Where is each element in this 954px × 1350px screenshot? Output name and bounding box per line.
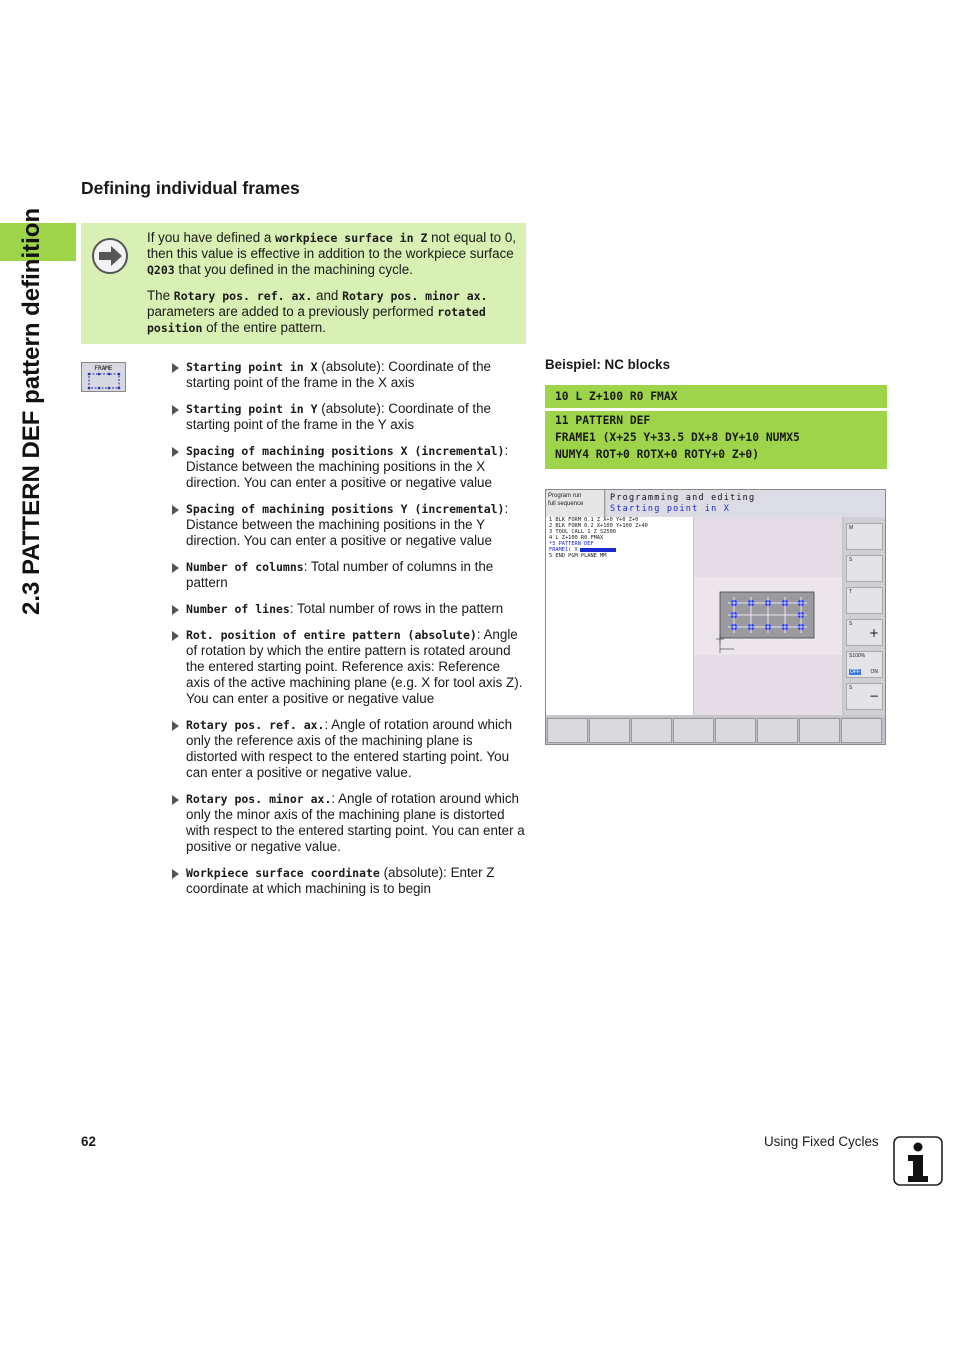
program-listing <box>546 517 693 715</box>
help-graphic <box>694 517 842 715</box>
nc-line: FRAME1 (X+25 Y+33.5 DX+8 DY+10 NUMX5 <box>555 431 800 444</box>
nc-line: NUMY4 ROT+0 ROTX+0 ROTY+0 Z+0) <box>555 448 760 461</box>
program-line: 1 BLK FORM 0.1 Z X+0 Y+0 Z+0 <box>549 517 639 523</box>
softkey-1[interactable] <box>547 718 588 743</box>
softkey-8[interactable] <box>841 718 882 743</box>
section-heading: Defining individual frames <box>81 178 300 198</box>
note-paragraph-1: If you have defined a workpiece surface in Z not equal to 0, then this value is effective in addition to the workpiece surface Q203 that you defined in the machining cycle. <box>147 230 516 277</box>
softkey-override[interactable]: S100% OFF ON <box>846 651 883 678</box>
softkey-s[interactable]: S <box>846 555 883 582</box>
softkey-spindle-minus[interactable]: S − <box>846 683 883 710</box>
chapter-side-title: 2.3 PATTERN DEF pattern definition <box>18 207 45 615</box>
arrow-right-icon <box>91 237 129 275</box>
softkey-t[interactable]: T <box>846 587 883 614</box>
softkey-4[interactable] <box>673 718 714 743</box>
horizontal-softkey-bar <box>546 717 885 744</box>
mode-label: Program run <box>548 493 582 499</box>
program-line: 5 END PGM PLANE MM <box>549 553 607 559</box>
softkey-7[interactable] <box>799 718 840 743</box>
list-item: Rotary pos. ref. ax.: Angle of rotation around which only the reference axis of the machining plane is distorted with respect to the entered starting point. You can enter a positive or negative value. <box>172 717 527 781</box>
page-number: 62 <box>81 1134 96 1149</box>
softkey-2[interactable] <box>589 718 630 743</box>
program-line: 2 BLK FORM 0.2 X+100 Y+100 Z+40 <box>549 523 648 529</box>
program-line: *5 PATTERN DEF <box>549 541 594 547</box>
vertical-softkey-bar <box>844 517 885 715</box>
softkey-m[interactable]: M <box>846 523 883 550</box>
note-paragraph-2: The Rotary pos. ref. ax. and Rotary pos. minor ax. parameters are added to a previously performed rotated position of the entire pattern. <box>147 288 488 335</box>
frame-pattern-graphic <box>694 517 842 715</box>
list-item: Rot. position of entire pattern (absolute): Angle of rotation by which the entire pattern is rotated around the entered starting point. Reference axis: Reference axis of the active machining plane (e.g. X for tool axis Z). You can enter a positive or negative value <box>172 627 527 707</box>
list-item: Spacing of machining positions Y (incremental): Distance between the machining positions in the Y direction. You can enter a positive or negative value <box>172 501 527 549</box>
screen-title: Programming and editing <box>610 493 756 503</box>
list-item: Number of lines: Total number of rows in the pattern <box>172 601 527 617</box>
softkey-6[interactable] <box>757 718 798 743</box>
minus-icon: − <box>868 689 879 703</box>
operating-mode-box <box>546 490 605 517</box>
program-line: FRAME1( X <box>546 547 693 553</box>
program-line: 4 L Z+100 R0 FMAX <box>549 535 604 541</box>
info-icon <box>893 1136 943 1186</box>
frame-softkey-label: FRAME <box>94 365 113 372</box>
mode-label: full sequence <box>548 501 584 507</box>
softkey-3[interactable] <box>631 718 672 743</box>
nc-block-1 <box>545 385 887 408</box>
nc-line: 10 L Z+100 R0 FMAX <box>555 390 678 403</box>
example-heading: Beispiel: NC blocks <box>545 357 671 372</box>
nc-block-2 <box>545 411 887 469</box>
note-box <box>81 223 526 344</box>
nc-line: 11 PATTERN DEF <box>555 414 651 427</box>
list-item: Workpiece surface coordinate (absolute): Enter Z coordinate at which machining is to begin <box>172 865 527 897</box>
list-item: Number of columns: Total number of columns in the pattern <box>172 559 527 591</box>
control-screenshot <box>545 489 886 745</box>
frame-softkey-icon <box>81 362 126 392</box>
footer-title: Using Fixed Cycles <box>764 1134 879 1149</box>
softkey-5[interactable] <box>715 718 756 743</box>
parameter-list <box>172 359 527 907</box>
softkey-spindle-plus[interactable]: S + <box>846 619 883 646</box>
list-item: Starting point in Y (absolute): Coordinate of the starting point of the frame in the Y axis <box>172 401 527 433</box>
screen-subtitle: Starting point in X <box>610 504 731 514</box>
list-item: Rotary pos. minor ax.: Angle of rotation around which only the minor axis of the machining plane is distorted with respect to the entered starting point. You can enter a positive or negative value. <box>172 791 527 855</box>
plus-icon: + <box>868 626 879 640</box>
list-item: Starting point in X (absolute): Coordinate of the starting point of the frame in the X axis <box>172 359 527 391</box>
screen-header <box>606 490 885 517</box>
program-line: 3 TOOL CALL 1 Z S2500 <box>549 529 616 535</box>
list-item: Spacing of machining positions X (incremental): Distance between the machining positions in the X direction. You can enter a positive or negative value <box>172 443 527 491</box>
